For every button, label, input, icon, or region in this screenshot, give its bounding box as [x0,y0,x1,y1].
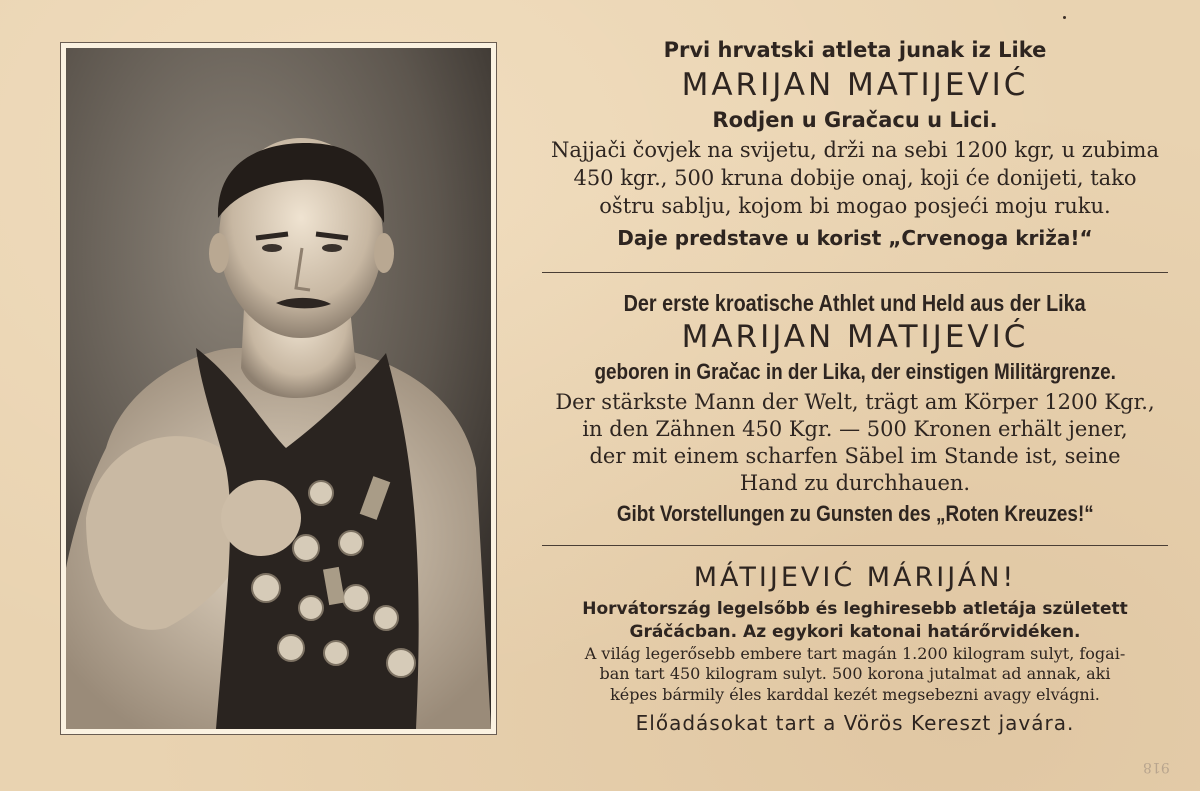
hungarian-heading-2: Gráčácban. Az egykori katonai határőrvidéken. [629,622,1081,642]
hungarian-body-3: képes bármily éles karddal kezét megsebezni avagy elvágni. [610,685,1100,704]
text-column [535,34,1175,740]
german-body-4: Hand zu durchhauen. [739,471,971,495]
portrait-icon [66,48,491,729]
hungarian-heading-1: Horvátország legelsőbb és leghiresebb atletája született [582,599,1128,619]
hungarian-body-2: ban tart 450 kilogram sulyt. 500 korona jutalmat ad annak, aki [599,664,1111,683]
hungarian-name: MÁTIJEVIĆ MÁRIJÁN! [693,562,1017,593]
ink-dot [1063,16,1066,19]
croatian-body-2: 450 kgr., 500 kruna dobije onaj, koji će donijeti, tako [573,166,1137,190]
croatian-body-3: oštru sablju, kojom bi mogao posjeći moju ruku. [599,194,1111,218]
croatian-body-1: Najjači čovjek na svijetu, drži na sebi 1200 kgr, u zubima [551,138,1159,162]
german-heading: Der erste kroatische Athlet und Held aus der Lika [623,290,1087,316]
german-name: MARIJAN MATIJEVIĆ [681,319,1029,355]
archive-stamp: 918 [1143,759,1170,775]
portrait-frame [60,42,497,735]
german-closing: Gibt Vorstellungen zu Gunsten des „Roten Kreuzes!“ [616,501,1094,526]
german-body-3: der mit einem scharfen Säbel im Stande ist, seine [589,444,1121,468]
croatian-heading: Prvi hrvatski atleta junak iz Like [663,38,1047,62]
german-body-2: in den Zähnen 450 Kgr. — 500 Kronen erhält jener, [582,417,1128,441]
croatian-name: MARIJAN MATIJEVIĆ [681,67,1029,103]
german-birthplace: geboren in Gračac in der Lika, der einstigen Militärgrenze. [594,359,1116,384]
german-body-1: Der stärkste Mann der Welt, trägt am Körper 1200 Kgr., [555,390,1155,414]
croatian-birthplace: Rodjen u Gračacu u Lici. [712,108,998,132]
croatian-closing: Daje predstave u korist „Crvenoga križa!“ [617,226,1093,250]
hungarian-body-1: A világ legerősebb embere tart magán 1.200 kilogram sulyt, fogai- [584,644,1126,663]
hungarian-closing: Előadásokat tart a Vörös Kereszt javára. [635,711,1075,735]
